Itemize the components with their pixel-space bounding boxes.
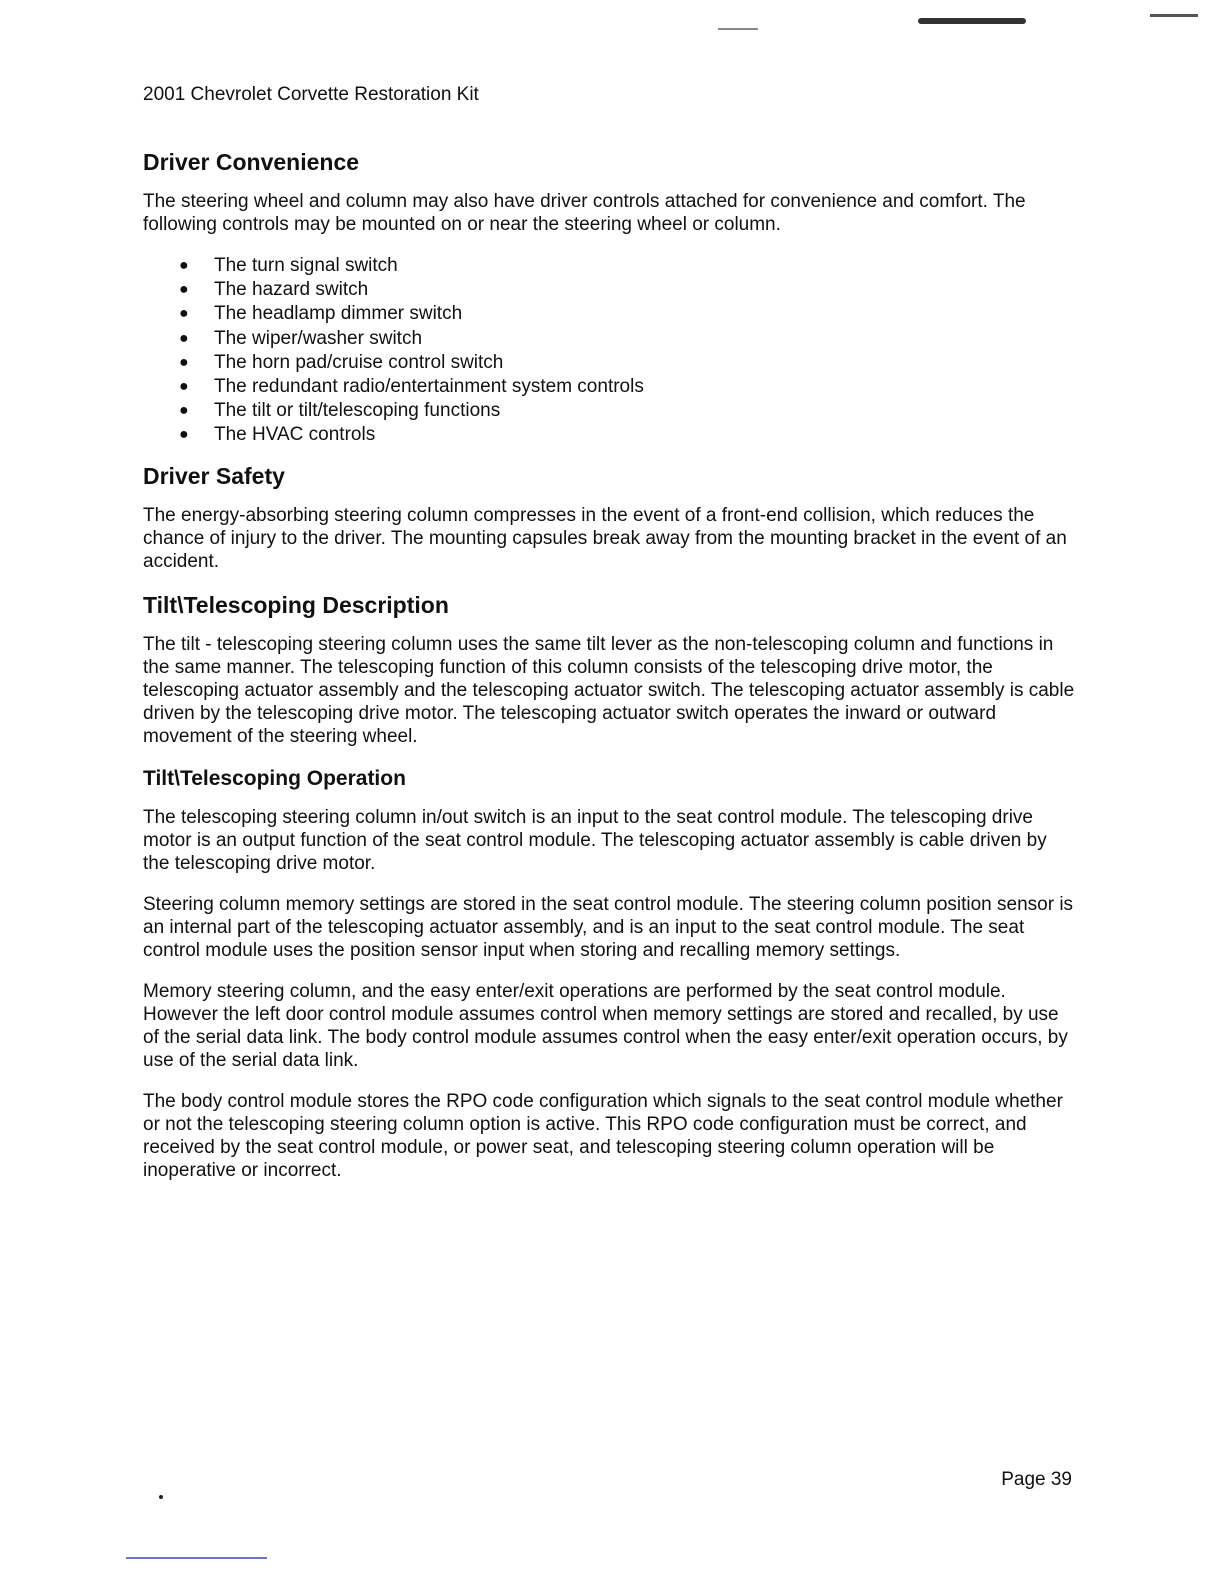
bullet-icon: ● [179,402,189,420]
list-item [143,327,1078,351]
list-item-text: The HVAC controls [214,424,376,446]
section-tilt-operation [143,766,1078,1182]
bullet-icon: ● [179,281,189,299]
paragraph-driver-convenience-intro: The steering wheel and column may also have driver controls attached for convenience and comfort. The following controls may be mounted on or near the steering wheel or column. [143,191,1026,235]
scan-artifact-top-right [1150,14,1198,17]
bullet-icon: ● [179,378,189,396]
list-item-text: The headlamp dimmer switch [214,303,463,325]
list-item [143,351,1078,375]
list-item-text: The hazard switch [214,279,369,301]
paragraph-driver-safety: The energy-absorbing steering column compresses in the event of a front-end collision, which reduces the chance of injury to the driver. The mounting capsules break away from the mounting bracket in the event of an accident. [143,504,1067,572]
section-tilt-description [143,591,1078,748]
list-item [143,302,1078,326]
page-number: Page 39 [1001,1469,1072,1490]
scan-artifact-top-mid [718,28,758,30]
section-driver-convenience [143,148,1078,448]
controls-list [143,254,1078,448]
document-header: 2001 Chevrolet Corvette Restoration Kit [143,84,479,105]
bullet-icon: ● [179,426,189,444]
list-item [143,423,1078,447]
heading-driver-safety: Driver Safety [143,462,285,489]
heading-tilt-operation: Tilt\Telescoping Operation [143,766,406,790]
list-item [143,254,1078,278]
heading-tilt-description: Tilt\Telescoping Description [143,591,449,618]
scan-underline [126,1557,267,1559]
list-item-text: The redundant radio/entertainment system controls [214,376,644,398]
list-item [143,278,1078,302]
paragraph-tilt-operation-2: Steering column memory settings are stored in the seat control module. The steering column position sensor is an internal part of the telescoping actuator assembly, and is an input to the seat control module. The seat control module uses the position sensor input when storing and recalling memory settings. [143,893,1074,961]
list-item-text: The horn pad/cruise control switch [214,351,504,373]
paragraph-tilt-description: The tilt - telescoping steering column uses the same tilt lever as the non-telescoping column and functions in the same manner. The telescoping function of this column consists of the telescoping drive motor, the telescoping actuator assembly and the telescoping actuator switch. The telescoping actuator assembly is cable driven by the telescoping drive motor. The telescoping actuator switch operates the inward or outward movement of the steering wheel. [143,633,1075,747]
list-item [143,399,1078,423]
scan-artifact-top [918,18,1026,24]
bullet-icon: ● [179,305,189,323]
list-item-text: The wiper/washer switch [214,327,423,349]
section-driver-safety [143,462,1078,573]
bullet-icon: ● [179,257,189,274]
bullet-icon: ● [179,353,189,371]
list-item [143,375,1078,399]
paragraph-tilt-operation-4: The body control module stores the RPO code configuration which signals to the seat control module whether or not the telescoping steering column option is active. This RPO code configuration must be correct, and received by the seat control module, or power seat, and telescoping steering column operation will be inoperative or incorrect. [143,1090,1063,1181]
paragraph-tilt-operation-1: The telescoping steering column in/out switch is an input to the seat control module. The telescoping drive motor is an output function of the seat control module. The telescoping actuator assembly is cable driven by the telescoping drive motor. [143,806,1047,874]
paragraph-tilt-operation-3: Memory steering column, and the easy enter/exit operations are performed by the seat control module. However the left door control module assumes control when memory settings are stored and recalled, by use of the serial data link. The body control module assumes control when the easy enter/exit operation occurs, by use of the serial data link. [143,980,1068,1071]
scan-dot [159,1495,163,1499]
bullet-icon: ● [179,329,189,347]
list-item-text: The turn signal switch [214,255,398,276]
heading-driver-convenience: Driver Convenience [143,149,360,175]
list-item-text: The tilt or tilt/telescoping functions [214,400,501,422]
document-body [143,148,1078,1200]
